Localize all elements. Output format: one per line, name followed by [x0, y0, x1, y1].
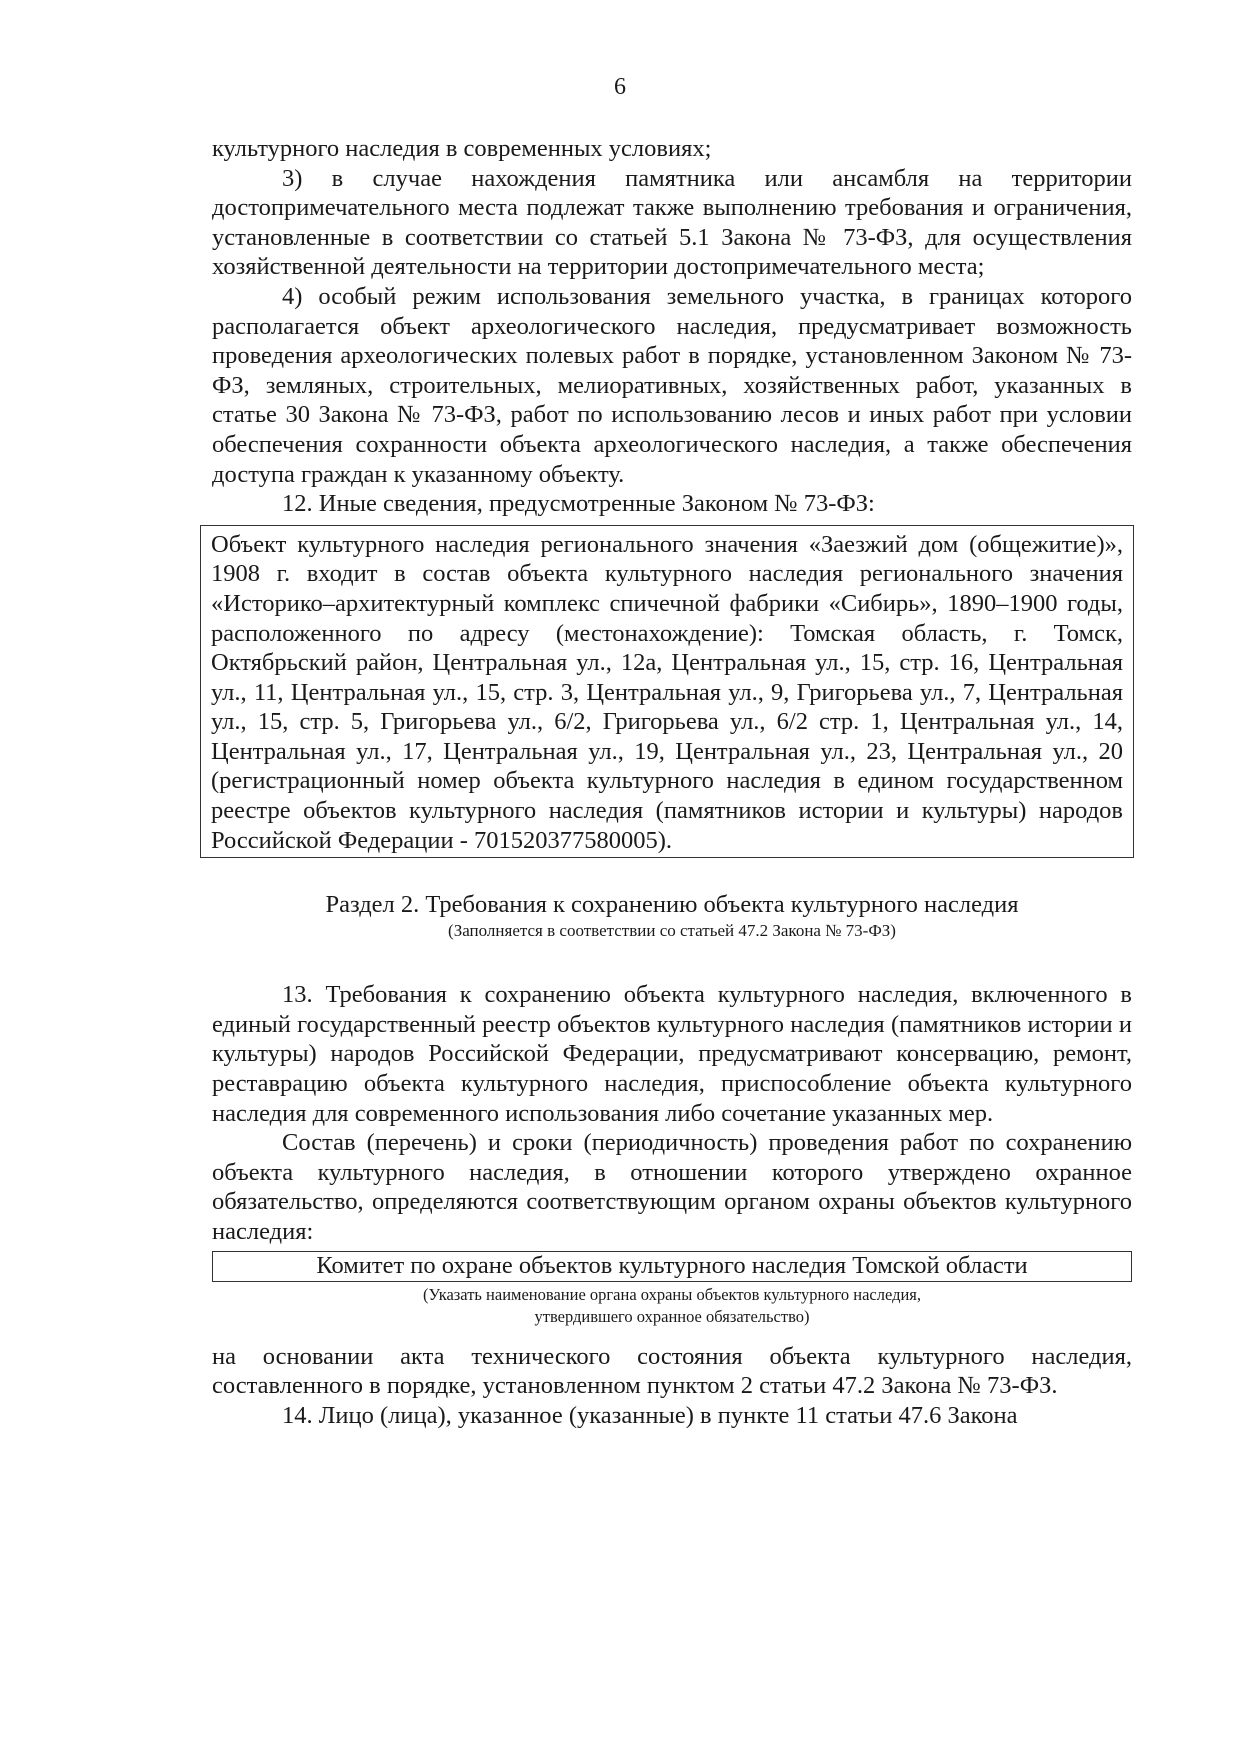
authority-note-line-1: (Указать наименование органа охраны объектов культурного наследия,	[422, 1284, 922, 1304]
paragraph-item-4: 4) особый режим использования земельного участка, в границах которого располагается объект археологического наследия, предусматривает возможность проведения археологических полевых работ в порядке, установленном Законом № 73-ФЗ, земляных, строительных, мелиоративных, хозяйственных работ, указанных в статье 30 Закона № 73-ФЗ, работ по использованию лесов и иных работ при условии обеспечения сохранности объекта археологического наследия, а также обеспечения доступа граждан к указанному объекту.	[212, 282, 1132, 488]
section-2-title: Раздел 2. Требования к сохранению объекта культурного наследия	[325, 891, 1019, 919]
paragraph-continuation: культурного наследия в современных условиях;	[212, 135, 712, 162]
paragraph-basis: на основании акта технического состояния объекта культурного наследия, составленного в порядке, установленном пунктом 2 статьи 47.2 Закона № 73-ФЗ.	[212, 1342, 1132, 1400]
paragraph-item-13: 13. Требования к сохранению объекта культурного наследия, включенного в единый государственный реестр объектов культурного наследия (памятников истории и культуры) народов Российской Федерации, предусматривают консервацию, ремонт, реставрацию объекта культурного наследия, приспособление объекта культурного наследия для современного использования либо сочетание указанных мер.	[212, 981, 1132, 1127]
other-info-box: Объект культурного наследия регионального значения «Заезжий дом (общежитие)», 1908 г. входит в состав объекта культурного наследия регионального значения «Историко–архитектурный комплекс спичечной фабрики «Сибирь», 1890–1900 годы, расположенного по адресу (местонахождение): Томская область, г. Томск, Октябрьский район, Центральная ул., 12а, Центральная ул., 15, стр. 16, Центральная ул., 11, Центральная ул., 15, стр. 3, Центральная ул., 9, Григорьева ул., 7, Центральная ул., 15, стр. 5, Григорьева ул., 6/2, Григорьева ул., 6/2 стр. 1, Центральная ул., 14, Центральная ул., 17, Центральная ул., 19, Центральная ул., 23, Центральная ул., 20 (регистрационный номер объекта культурного наследия в едином государственном реестре объектов культурного наследия (памятников истории и культуры) народов Российской Федерации - 701520377580005).	[200, 525, 1134, 859]
authority-note	[212, 1284, 1132, 1328]
paragraph-item-3: 3) в случае нахождения памятника или ансамбля на территории достопримечательного места подлежат также выполнению требования и ограничения, установленные в соответствии со статьей 5.1 Закона № 73-ФЗ, для осуществления хозяйственной деятельности на территории достопримечательного места;	[212, 164, 1132, 281]
paragraph-composition: Состав (перечень) и сроки (периодичность) проведения работ по сохранению объекта культурного наследия, в отношении которого утверждено охранное обязательство, определяются соответствующим органом охраны объектов культурного наследия:	[212, 1129, 1132, 1245]
paragraph-item-12: 12. Иные сведения, предусмотренные Законом № 73-ФЗ:	[282, 490, 875, 518]
page-number: 6	[614, 74, 626, 100]
paragraph-item-14: 14. Лицо (лица), указанное (указанные) в пункте 11 статьи 47.6 Закона	[282, 1401, 1018, 1429]
authority-name-box: Комитет по охране объектов культурного наследия Томской области	[212, 1251, 1132, 1282]
document-body	[212, 134, 1132, 1430]
section-2-note: (Заполняется в соответствии со статьей 47.2 Закона № 73-ФЗ)	[448, 921, 896, 941]
authority-note-line-2: утвердившего охранное обязательство)	[534, 1306, 810, 1326]
